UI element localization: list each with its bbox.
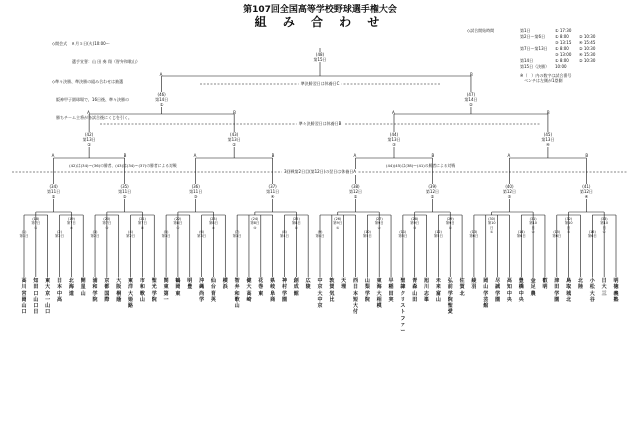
team-name: 京都国際: [104, 278, 110, 303]
round3-game-text: 第12日: [425, 189, 440, 194]
round2-game: [410, 217, 420, 230]
team-name: 日本中高: [57, 278, 63, 303]
semifinal-game-text: (47): [466, 92, 476, 97]
round1-game-text: 第6日: [516, 234, 526, 239]
round2-game-text: 第10日: [487, 221, 496, 230]
team-name: 鳥取城北: [566, 278, 572, 303]
schedule-cell: ① 17:30: [555, 28, 572, 33]
round2-game: [208, 217, 218, 230]
round3-game-text: 第11日: [266, 189, 280, 194]
round1-game-text: 第6日: [587, 234, 597, 239]
round2-game-text: ③: [105, 225, 109, 230]
quarterfinal-game-text: ③: [392, 142, 396, 147]
round2-game-text: (18): [32, 217, 40, 221]
schedule-cell: ② 10:30: [579, 34, 596, 39]
round1-game-text: 第2日: [126, 234, 136, 239]
round1-game: [469, 230, 478, 239]
round3-game: [423, 184, 441, 199]
round1-game-text: (11): [399, 230, 407, 234]
round2-game-text: 第7日: [137, 221, 147, 226]
round2-game-text: (32): [565, 217, 573, 221]
round1-game-text: 第5日: [362, 234, 372, 239]
final-game-text: 第15日: [313, 57, 327, 62]
lottery-note-left: [69, 163, 177, 169]
quarterfinal-side-b-text: B: [123, 153, 127, 158]
round1-game-text: (16): [588, 230, 596, 234]
round2-game-text: ②: [211, 225, 215, 230]
round2-game: [173, 217, 183, 230]
round1-game: [552, 230, 561, 239]
round2-game: [599, 217, 609, 234]
round3-game-text: 第11日: [47, 189, 61, 194]
schedule-cell: ④ 15:45: [579, 40, 596, 45]
round3-game: [577, 184, 595, 199]
schedule-cell: 第7日〜第13日: [520, 46, 548, 51]
round2-game-text: 第10日: [600, 221, 609, 230]
team-name: 山梨学院: [364, 278, 370, 303]
quarterfinal-game-text: ②: [232, 142, 236, 147]
round3-game-text: 第12日: [579, 189, 593, 194]
schedule-title: ◇試合開始時間: [467, 28, 495, 33]
round2-game-text: (25): [292, 217, 300, 221]
quarterfinal-game-text: ④: [546, 142, 550, 147]
round1-game: [20, 230, 29, 239]
team-name: 日大三: [601, 278, 607, 297]
semifinal-game: [153, 92, 171, 107]
round2-game: [137, 217, 147, 230]
team-name: 沖縄尚学: [199, 278, 205, 303]
team-name: 岡山学芸館: [483, 278, 489, 310]
round2-game-text: 第10日: [564, 221, 573, 230]
round2-game-text: 第7日: [66, 221, 76, 226]
team-name: 佐賀北: [459, 278, 465, 297]
round1-game-text: (15): [553, 230, 561, 234]
round2-game: [374, 217, 384, 230]
round3-game: [347, 184, 365, 199]
round1-game: [91, 230, 100, 239]
round1-game-text: 第3日: [232, 234, 242, 239]
quarterfinal-side-a-text: A: [193, 153, 197, 158]
round2-game: [31, 217, 41, 230]
team-name: 敦賀気比: [329, 278, 335, 303]
round2-game-text: ④: [140, 225, 144, 230]
tournament-title: 第107回全国高等学校野球選手権大会: [243, 5, 397, 15]
round2-game-text: (21): [138, 217, 146, 221]
final-side-b: [470, 72, 473, 77]
round3-game-text: ①: [353, 194, 358, 199]
quarterfinal-game-text: 第13日: [541, 137, 555, 142]
team-name: 北陸: [577, 278, 583, 291]
round1-game-text: (2): [57, 230, 62, 234]
semifinal-side-b-text: B: [546, 110, 550, 115]
quarterfinal-game-text: ①: [87, 142, 91, 147]
team-name: 聖隷クリストファー: [400, 278, 406, 335]
team-name: 天理: [341, 278, 347, 291]
team-name: 横浜: [222, 278, 228, 291]
team-name: 高川宮岡山口: [21, 278, 27, 316]
quarterfinal-side-a: [194, 153, 197, 158]
round1-game-text: (10): [363, 230, 371, 234]
quarterfinal-game-text: 第13日: [82, 137, 96, 142]
lottery-note-right: [386, 163, 455, 169]
final-game-text: (48): [315, 52, 325, 57]
round1-game-text: 第4日: [315, 234, 325, 239]
round2-game: [564, 217, 574, 234]
team-name: 早稲田実: [388, 278, 394, 303]
round1-game-text: (14): [517, 230, 525, 234]
round1-game-text: 第1日: [19, 234, 29, 239]
schedule-cell: ③ 13:15: [555, 40, 572, 45]
quarterfinal-side-a: [507, 153, 510, 158]
quarterfinal-side-b: [585, 153, 588, 158]
round1-game: [162, 230, 171, 239]
team-name: 明豊: [187, 278, 193, 291]
round1-game-text: (12): [434, 230, 442, 234]
team-name: 金足農: [530, 278, 536, 297]
schedule-cell: 第1日: [520, 28, 531, 33]
team-name: 小松大谷: [589, 278, 595, 303]
round2-game-text: 第7日: [31, 221, 41, 226]
round2-game-text: 第8日: [173, 221, 183, 226]
info-line: ◇準々決勝、準決勝の組み合わせは抽選: [52, 79, 124, 84]
round1-game-text: 第5日: [433, 234, 443, 239]
semifinal-side-b: [233, 110, 236, 115]
team-name: 健大高崎: [246, 278, 252, 303]
round2-game: [102, 217, 112, 230]
schedule-cell: 第15日（決勝）: [520, 64, 550, 69]
team-name: 花巻東: [258, 278, 264, 297]
round1-game: [363, 230, 372, 239]
schedule-cell: 第2日〜第6日: [520, 34, 546, 39]
round3-game: [187, 184, 205, 199]
round1-game: [517, 230, 526, 239]
round2-game: [528, 217, 538, 234]
team-name: 叡明: [542, 278, 548, 291]
quarterfinal-side-a-text: A: [507, 153, 511, 158]
quarterfinal-side-a: [52, 153, 55, 158]
quarterfinal-side-b-text: B: [431, 153, 435, 158]
round1-game-text: (8): [282, 230, 287, 234]
quarterfinal-side-b-text: B: [271, 153, 275, 158]
quarterfinal-game: [80, 132, 98, 147]
round3-game-text: ④: [584, 194, 589, 199]
round3-game-text: ③: [193, 194, 198, 199]
round3-game: [264, 184, 282, 199]
team-name: 聖光学院: [151, 278, 157, 303]
semifinal-side-b: [547, 110, 550, 115]
info-line: 阪神甲子園球場で、16日後、準々決勝の: [52, 97, 130, 102]
round1-game-text: 第6日: [552, 234, 562, 239]
semifinal-game-text: (46): [157, 92, 166, 97]
round1-game-text: (1): [21, 230, 27, 234]
round1-game: [197, 230, 206, 239]
semifinal-side-b-text: B: [233, 110, 236, 115]
team-name: 明徳義塾: [613, 278, 619, 303]
team-name: 未来富山: [435, 278, 441, 303]
round1-game: [280, 230, 289, 239]
semifinal-side-a: [392, 110, 395, 115]
final-side-b-text: B: [469, 72, 473, 77]
quarterfinal-game: [539, 132, 557, 147]
round2-game: [250, 217, 260, 230]
team-name: 大阪桐蔭: [116, 278, 122, 303]
round2-game-text: (28): [411, 217, 419, 221]
round2-game-text: (31): [529, 217, 537, 221]
rest-day-a-text: 3回戦第2日目(第12日)の翌日は休養日A: [283, 169, 357, 174]
team-name: 尽誠学園: [495, 278, 501, 303]
rest-day-c-text: 準決勝翌日は休養日C: [300, 81, 340, 86]
lottery-note-left-text: (42)は(34)〜(36)の勝者、(43)は(34)〜(37)の勝者による対戦: [69, 163, 177, 168]
team-name: 北海道: [68, 278, 74, 297]
round2-game-text: 第9日: [410, 221, 420, 226]
quarterfinal-game: [225, 132, 243, 147]
round1-game-text: 第3日: [197, 234, 207, 239]
round3-game-text: ①: [51, 194, 56, 199]
round1-game: [588, 230, 597, 239]
team-name: 青森山田: [412, 278, 418, 303]
rest-day-a: [282, 169, 358, 175]
team-name: 関東第一: [163, 278, 169, 303]
round3-game-text: ③: [507, 194, 512, 199]
team-name: 広陵: [305, 278, 311, 291]
round3-game-text: (39): [428, 184, 437, 189]
quarterfinal-game-text: (43): [230, 132, 239, 137]
team-name: 東洋大姫路: [128, 278, 134, 310]
team-name: 開星山: [80, 278, 86, 297]
round1-game: [126, 230, 135, 239]
quarterfinal-side-b: [272, 153, 275, 158]
quarterfinal-game-text: (42): [85, 132, 94, 137]
team-name: 豊橋中央: [518, 278, 524, 303]
quarterfinal-side-b: [124, 153, 127, 158]
schedule-cell: ④ 15:30: [579, 52, 596, 57]
round1-game-text: 第4日: [279, 234, 289, 239]
schedule-cell: 第14日: [520, 58, 534, 63]
round2-game-text: 第8日: [250, 221, 260, 226]
round2-game-text: 第7日: [102, 221, 112, 226]
rest-day-b: [297, 121, 344, 127]
round2-game-text: ②: [531, 229, 535, 234]
quarterfinal-game-text: 第13日: [227, 137, 241, 142]
team-name: 仙台育英: [210, 278, 216, 303]
round2-game-text: (26): [334, 217, 342, 221]
round2-game-text: 第8日: [291, 221, 301, 226]
round2-game-text: (27): [375, 217, 383, 221]
round3-game-text: (41): [582, 184, 591, 189]
quarterfinal-side-a-text: A: [353, 153, 357, 158]
round2-game-text: ③: [413, 225, 417, 230]
round3-game: [45, 184, 63, 199]
round1-game-text: (9): [317, 230, 323, 234]
round1-game-text: (4): [128, 230, 133, 234]
rest-day-b-text: 準々決勝翌日は休養日B: [298, 121, 342, 126]
round2-game-text: ④: [294, 225, 298, 230]
semifinal-game-text: 第14日: [464, 97, 478, 102]
schedule-cell: ③ 13:00: [555, 52, 572, 57]
quarterfinal-side-b-text: B: [585, 153, 589, 158]
team-name: 西日本短大付: [353, 278, 359, 316]
round2-game-text: ②: [69, 225, 73, 230]
round1-game-text: 第3日: [161, 234, 171, 239]
round2-game-text: ①: [490, 229, 494, 234]
quarterfinal-game-text: 第13日: [387, 137, 401, 142]
semifinal-side-a: [87, 110, 90, 115]
quarterfinal-side-a: [354, 153, 357, 158]
round2-game-text: ②: [377, 225, 381, 230]
round1-game: [233, 230, 242, 239]
round1-game-text: 第2日: [90, 234, 100, 239]
team-name: 市和歌山: [139, 278, 145, 303]
round2-game-text: ①: [176, 225, 180, 230]
round1-game: [398, 230, 407, 239]
quarterfinal-side-a-text: A: [51, 153, 55, 158]
round3-game-text: ②: [122, 194, 127, 199]
round2-game: [291, 217, 301, 230]
round2-game: [333, 217, 343, 230]
quarterfinal-game-text: (45): [543, 132, 553, 137]
round2-game-text: (30): [488, 217, 496, 221]
team-name: 鶴岡東: [175, 278, 181, 297]
team-name: 東海大相模: [376, 278, 382, 310]
round2-game-text: ④: [602, 229, 606, 234]
team-name: 浦和学院: [92, 278, 98, 303]
team-name: 東大京一山口: [45, 278, 51, 316]
round3-game-text: ④: [270, 194, 275, 199]
team-name: 高知中央: [506, 278, 512, 303]
schedule-cell: ② 10:30: [579, 46, 596, 51]
round1-game-text: 第5日: [398, 234, 408, 239]
semifinal-game-text: ②: [469, 102, 473, 107]
team-name: 知田口山口日: [33, 278, 39, 316]
semifinal-game-text: ①: [159, 102, 164, 107]
round1-game-text: (3): [92, 230, 98, 234]
round1-game-text: 第2日: [55, 234, 64, 239]
schedule-note: ベンチは左側が1塁側: [520, 78, 563, 83]
team-name: 旭川志峯: [424, 278, 430, 303]
schedule-cell: ② 10:30: [579, 58, 596, 63]
round1-game-text: (7): [234, 230, 240, 234]
round3-game-text: 第11日: [118, 189, 132, 194]
info-line: ◇開会式 ８月５日(火)10:00〜: [52, 41, 110, 46]
semifinal-game: [462, 92, 480, 107]
schedule-cell: 10:00: [555, 64, 567, 69]
round1-game: [316, 230, 325, 239]
round2-game-text: 第10日: [529, 221, 537, 230]
round2-game-text: (33): [600, 217, 608, 221]
round3-game-text: (35): [120, 184, 129, 189]
info-line: 選手宣誓：山 田 奏 翔（智弁和歌山）: [52, 59, 140, 64]
semifinal-side-a-text: A: [87, 110, 90, 115]
round1-game-text: (5): [163, 230, 169, 234]
final-game: [311, 52, 329, 62]
round3-game-text: (38): [351, 184, 360, 189]
quarterfinal-side-b: [431, 153, 434, 158]
team-name: 智弁和歌山: [234, 278, 240, 310]
round2-game-text: (22): [174, 217, 182, 221]
quarterfinal-game: [385, 132, 403, 147]
round2-game: [66, 217, 76, 230]
round2-game-text: 第9日: [333, 221, 343, 226]
schedule-note: ※（ ）内の数字は試合番号: [520, 73, 572, 78]
final-side-a: [160, 72, 163, 77]
round2-game-text: ①: [34, 225, 38, 230]
info-line: 勝ちチーム主将が各試合後にくじを引く。: [52, 115, 132, 120]
schedule-cell: ① 8:00: [555, 34, 569, 39]
team-name: 弘前学院聖愛: [447, 278, 453, 316]
round1-game: [434, 230, 443, 239]
round3-game-text: (36): [191, 184, 200, 189]
quarterfinal-game-text: (44): [389, 132, 399, 137]
round2-game-text: (29): [446, 217, 454, 221]
round2-game-text: (20): [103, 217, 111, 221]
round2-game-text: ③: [567, 229, 571, 234]
lottery-note-right-text: (44)(45)は(38)〜(41)の勝者による対戦: [386, 163, 456, 168]
round3-game-text: ②: [430, 194, 435, 199]
semifinal-game-text: 第14日: [155, 97, 169, 102]
round2-game-text: (19): [67, 217, 75, 221]
round3-game-text: 第12日: [502, 189, 516, 194]
round3-game-text: (34): [49, 184, 58, 189]
round2-game-text: ①: [336, 225, 340, 230]
team-name: 津田学園: [554, 278, 560, 303]
round3-game: [116, 184, 134, 199]
round2-game: [445, 217, 455, 230]
semifinal-side-a-text: A: [392, 110, 395, 115]
team-name: 神村学園: [281, 278, 287, 303]
team-name: 創成館: [293, 278, 299, 297]
round2-game-text: (23): [209, 217, 217, 221]
round2-game: [487, 217, 497, 234]
round2-game-text: ③: [253, 225, 257, 230]
round2-game-text: 第9日: [374, 221, 384, 226]
round3-game-text: 第11日: [189, 189, 203, 194]
round3-game-text: (40): [505, 184, 514, 189]
round2-game-text: (24): [251, 217, 259, 221]
round1-game-text: 第6日: [469, 234, 479, 239]
team-name: 綾羽: [471, 278, 477, 291]
round3-game: [500, 184, 518, 199]
round2-game-text: 第8日: [208, 221, 218, 226]
round3-game-text: 第12日: [348, 189, 363, 194]
bracket-subtitle: 組 み 合 わ せ: [254, 15, 386, 29]
round1-game-text: (6): [199, 230, 204, 234]
schedule-cell: ① 8:00: [555, 58, 569, 63]
final-side-a-text: A: [159, 72, 163, 77]
team-name: 中京大中京: [317, 278, 323, 310]
round1-game-text: (13): [470, 230, 478, 234]
round3-game-text: (37): [268, 184, 277, 189]
round1-game: [55, 230, 64, 239]
team-name: 県岐阜商: [270, 278, 276, 303]
round2-game-text: ④: [448, 225, 452, 230]
rest-day-c: [299, 81, 342, 87]
schedule-cell: ① 8:00: [555, 46, 569, 51]
round2-game-text: 第9日: [445, 221, 455, 226]
